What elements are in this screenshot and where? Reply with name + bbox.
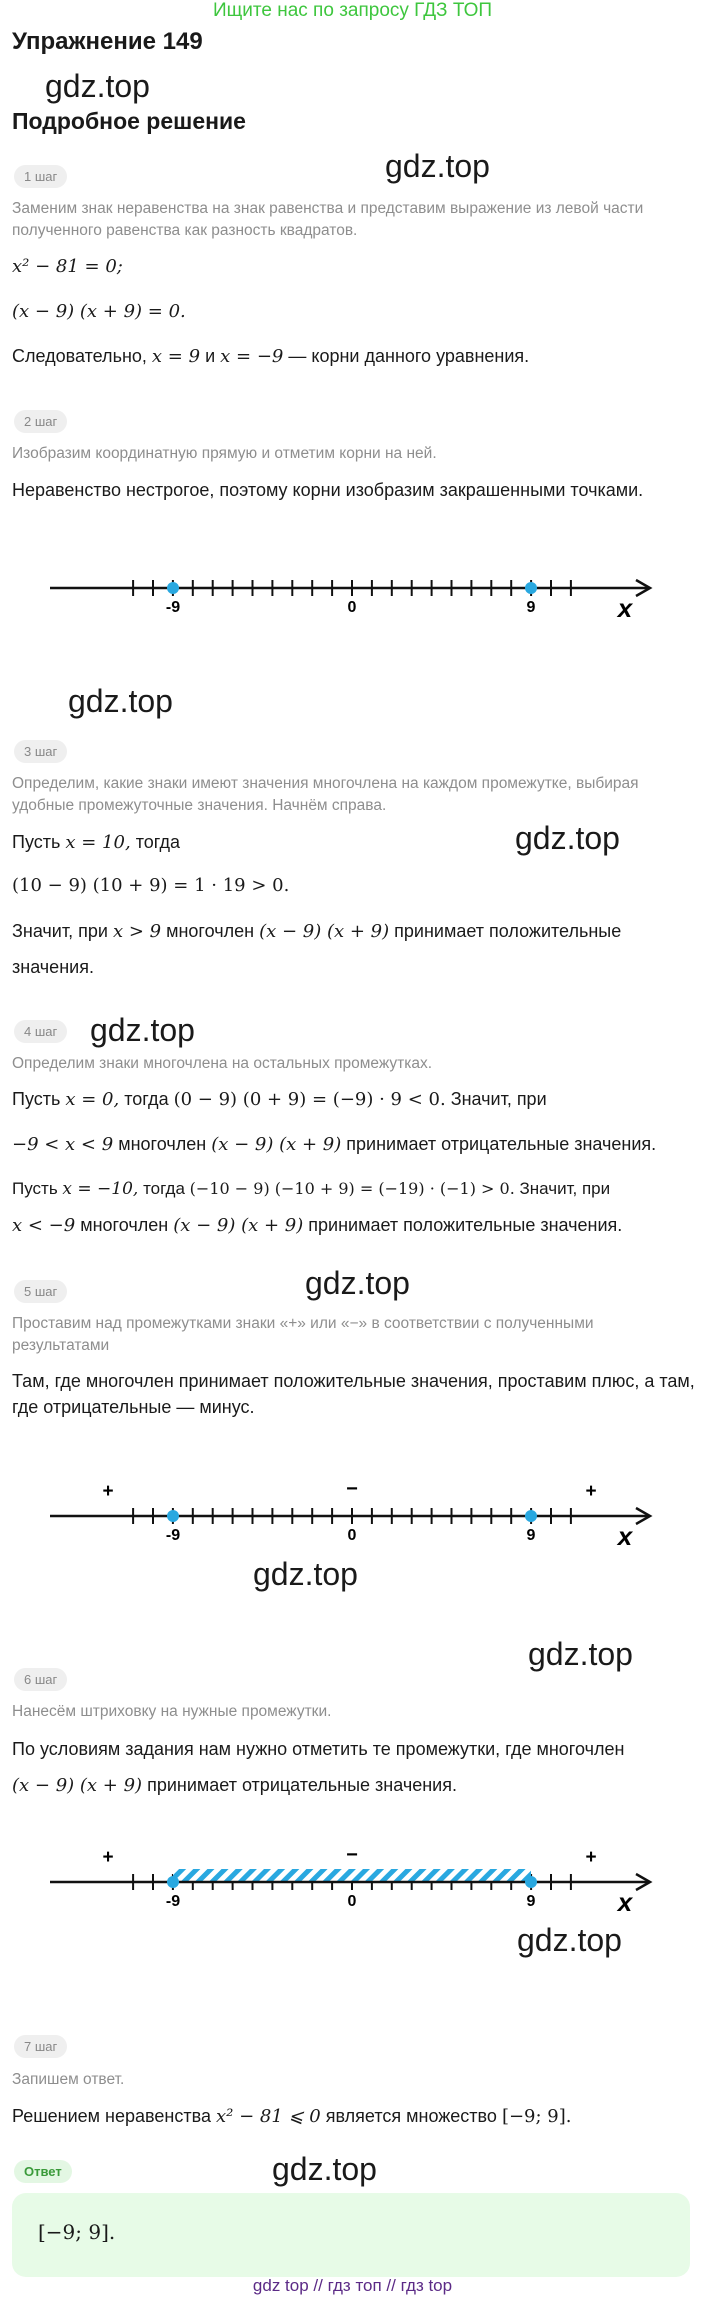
formula-line [12,872,702,899]
text: Следовательно, [12,346,147,366]
label-minus-9: -9 [165,1527,181,1544]
number-line-2 [0,1470,705,1550]
watermark: gdz.top [45,68,150,104]
axis-label-x: x [617,1521,633,1550]
text: Значит, при [12,921,108,941]
watermark: gdz.top [385,148,490,184]
step-badge: 5 шаг [14,1280,67,1303]
label-zero: 0 [347,599,357,616]
math: x = 9 [151,346,201,367]
label-9: 9 [526,1893,536,1910]
step-note: Проставим над промежутками знаки «+» или «−» в соответствии с полученными результатами [12,1315,594,1354]
exercise-title: Упражнение 149 [12,28,203,55]
answer-value: [−9; 9]. [38,2220,116,2244]
math: (x − 9) (x + 9) [12,1775,143,1796]
equation: (10 − 9) (10 + 9) = 1 · 19 > 0. [12,875,290,896]
text: многочлен [166,921,255,941]
step-text [12,2103,702,2130]
math: (x − 9) (x + 9) [211,1134,342,1155]
math: x² − 81 ⩽ 0 [215,2106,321,2127]
step-badge: 2 шаг [14,410,67,433]
math: (−10 − 9) (−10 + 9) = (−19) · (−1) > 0. [189,1179,515,1198]
sign-plus: + [585,1481,597,1502]
text: Значит, при [519,1179,611,1198]
watermark: gdz.top [515,820,620,856]
text: Пусть [12,1179,58,1198]
step-text [12,343,702,370]
math: (0 − 9) (0 + 9) = (−9) · 9 < 0. [173,1089,446,1110]
text: тогда [124,1089,169,1109]
step-text: значения. [12,957,94,977]
math: x = −10, [62,1179,139,1199]
search-banner[interactable]: Ищите нас по запросу ГДЗ ТОП [212,0,493,21]
watermark: gdz.top [68,683,173,719]
step-note: Изобразим координатную прямую и отметим корни на ней. [12,445,437,462]
step-note: Заменим знак неравенства на знак равенства и представим выражение из левой части полученного равенства как разность квадратов. [12,200,644,239]
point-9 [525,1876,537,1888]
point-minus-9 [167,1510,179,1522]
label-minus-9: -9 [165,599,181,616]
equation: (x − 9) (x + 9) = 0. [12,301,186,322]
point-minus-9 [167,582,179,594]
math: x = −9 [220,346,284,367]
text: Решением неравенства [12,2106,211,2126]
text: принимает отрицательные значения. [147,1775,457,1795]
label-zero: 0 [347,1527,357,1544]
watermark: gdz.top [517,1922,622,1958]
text: принимает отрицательные значения. [346,1134,657,1154]
step-badge: 7 шаг [14,2035,67,2058]
step-badge: 6 шаг [14,1668,67,1691]
step-text [12,1212,702,1239]
sign-minus: − [346,1478,358,1500]
step-note: Определим, какие знаки имеют значения многочлена на каждом промежутке, выбирая удобные промежуточные значения. Начнём справа. [12,775,639,814]
step-badge: 3 шаг [14,740,67,763]
sign-plus: + [102,1847,114,1868]
text: и [205,346,216,366]
step-badge: 4 шаг [14,1020,67,1043]
step-note: Определим знаки многочлена на остальных промежутках. [12,1055,433,1072]
watermark: gdz.top [253,1556,358,1592]
equation: x² − 81 = 0; [12,256,123,277]
text: тогда [135,832,181,852]
text: многочлен [80,1215,169,1235]
math: −9 < x < 9 [12,1134,114,1155]
text: — корни данного уравнения. [288,346,530,366]
text: является множество [325,2106,497,2126]
math: x = 10, [65,832,131,853]
text: принимает положительные [394,921,622,941]
number-line-1 [0,555,705,625]
step-text [12,1086,702,1113]
math: x < −9 [12,1215,76,1236]
label-zero: 0 [347,1893,357,1910]
label-minus-9: -9 [165,1893,181,1910]
number-line-3 [0,1836,705,1916]
label-9: 9 [526,1527,536,1544]
step-text [12,1131,702,1158]
point-minus-9 [167,1876,179,1888]
axis-label-x: x [617,593,633,623]
step-note: Запишем ответ. [12,2071,125,2088]
point-9 [525,1510,537,1522]
watermark: gdz.top [528,1636,633,1672]
hatched-interval [173,1869,531,1882]
text: тогда [143,1179,185,1198]
math: (x − 9) (x + 9) [259,921,390,942]
step-text [12,1772,702,1799]
math: [−9; 9]. [501,2106,572,2127]
formula-line [12,298,702,325]
watermark: gdz.top [272,2151,377,2187]
step-text [12,918,702,945]
step-text: Там, где многочлен принимает положительные значения, проставим плюс, а там, где отрицательные — минус. [12,1371,695,1417]
label-9: 9 [526,599,536,616]
text: Пусть [12,832,61,852]
sign-plus: + [102,1481,114,1502]
formula-line [12,253,702,280]
step-text: Неравенство нестрогое, поэтому корни изобразим закрашенными точками. [12,480,644,500]
watermark: gdz.top [90,1012,195,1048]
text: Значит, при [450,1089,547,1109]
step-text [12,1176,702,1202]
solution-heading: Подробное решение [12,108,246,134]
step-text: По условиям задания нам нужно отметить те промежутки, где многочлен [12,1739,625,1759]
math: x > 9 [112,921,162,942]
watermark: gdz.top [305,1265,410,1301]
text: многочлен [118,1134,207,1154]
axis-label-x: x [617,1887,633,1916]
step-note: Нанесём штриховку на нужные промежутки. [12,1703,332,1720]
footer-links[interactable]: gdz top // гдз топ // гдз top [252,2276,453,2295]
step-badge: 1 шаг [14,165,67,188]
text: принимает положительные значения. [308,1215,623,1235]
text: Пусть [12,1089,61,1109]
point-9 [525,582,537,594]
sign-minus: − [346,1844,358,1866]
math: x = 0, [65,1089,120,1110]
math: (x − 9) (x + 9) [173,1215,304,1236]
sign-plus: + [585,1847,597,1868]
answer-badge: Ответ [14,2160,72,2183]
